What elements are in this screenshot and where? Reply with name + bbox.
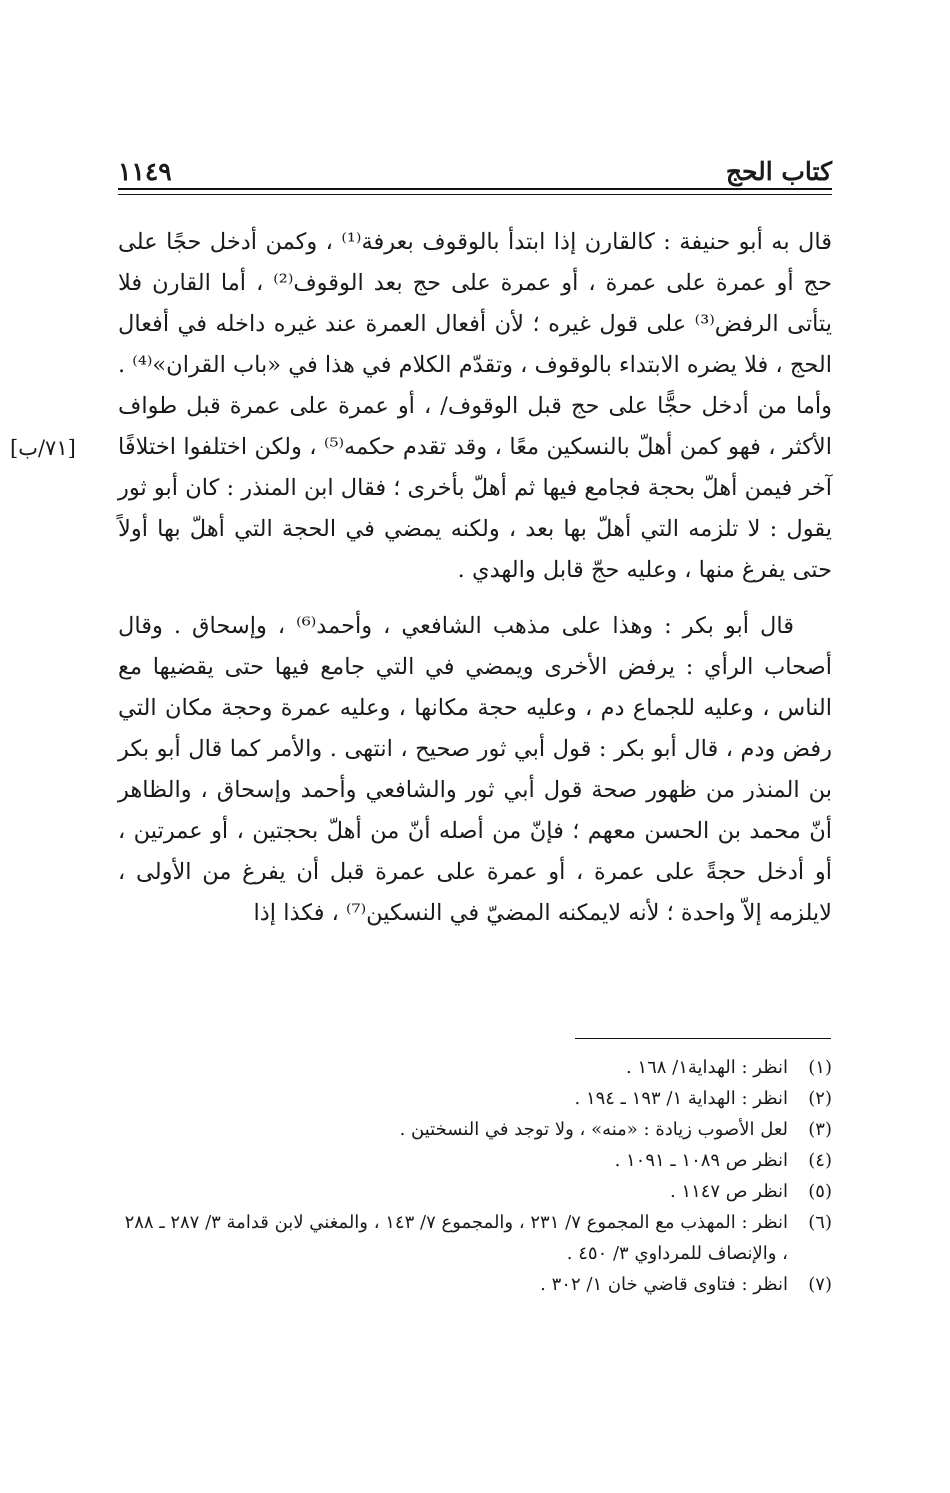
footnote-number: (٤) [808, 1150, 832, 1171]
footnote [118, 1207, 832, 1269]
footnote [118, 1269, 832, 1300]
footnotes [118, 1052, 832, 1300]
footnote-text: انظر : الهداية١/ ١٦٨ . [625, 1057, 788, 1078]
footnote-number: (٣) [808, 1119, 832, 1140]
footnote-number: (٦) [808, 1212, 832, 1233]
running-header [118, 146, 832, 186]
footnote-text: انظر ص ١٠٨٩ ـ ١٠٩١ . [614, 1150, 788, 1171]
footnote-separator [575, 1038, 831, 1039]
footnote-text: انظر : فتاوى قاضي خان ١/ ٣٠٢ . [540, 1274, 788, 1295]
footnote-text: انظر : المهذب مع المجموع ٧/ ٢٣١ ، والمجموع ٧/ ١٤٣ ، والمغني لابن قدامة ٣/ ٢٨٧ ـ ٢٨٨ ، والإنصاف للمرداوي ٣/ ٤٥٠ . [124, 1212, 788, 1264]
header-rule-thin [118, 194, 832, 195]
main-text [118, 222, 832, 934]
footnote [118, 1083, 832, 1114]
paragraph-2: قال أبو بكر : وهذا على مذهب الشافعي ، وأحمد⁽⁶⁾ ، وإسحاق . وقال أصحاب الرأي : يرفض الأخرى ويمضي في التي جامع فيها حتى يقضيها مع الناس ، وعليه للجماع دم ، وعليه حجة مكانها ، وعليه عمرة وحجة مكان التي رفض ودم ، قال أبو بكر : قول أبي ثور صحيح ، انتهى . والأمر كما قال أبو بكر بن المنذر من ظهور صحة قول أبي ثور والشافعي وأحمد وإسحاق ، والظاهر أنّ محمد بن الحسن معهم ؛ فإنّ من أصله أنّ من أهلّ بحجتين ، أو عمرتين ، أو أدخل حجةً على عمرة ، أو عمرة على عمرة قبل أن يفرغ من الأولى ، لايلزمه إلاّ واحدة ؛ لأنه لايمكنه المضيّ في النسكين⁽⁷⁾ ، فكذا إذا [118, 613, 832, 926]
footnote-text: انظر ص ١١٤٧ . [669, 1181, 788, 1202]
footnote [118, 1145, 832, 1176]
footnote-text: لعل الأصوب زيادة : «منه» ، ولا توجد في النسختين . [399, 1119, 788, 1140]
book-title: كتاب الحج [725, 157, 832, 186]
footnote-number: (٥) [808, 1181, 832, 1202]
page-number: ١١٤٩ [118, 157, 172, 186]
footnote-number: (٢) [808, 1088, 832, 1109]
footnote-number: (٧) [808, 1274, 832, 1295]
footnote [118, 1052, 832, 1083]
footnote [118, 1114, 832, 1145]
footnote-number: (١) [808, 1057, 832, 1078]
paragraph-1: قال به أبو حنيفة : كالقارن إذا ابتدأ بالوقوف بعرفة⁽¹⁾ ، وكمن أدخل حجًا على حج أو عمرة على عمرة ، أو عمرة على حج بعد الوقوف⁽²⁾ ، أما القارن فلا يتأتى الرفض⁽³⁾ على قول غيره ؛ لأن أفعال العمرة عند غيره داخله في أفعال الحج ، فلا يضره الابتداء بالوقوف ، وتقدّم الكلام في هذا في «باب القران»⁽⁴⁾ . وأما من أدخل حجًّا على حج قبل الوقوف/ ، أو عمرة على عمرة قبل طواف الأكثر ، فهو كمن أهلّ بالنسكين معًا ، وقد تقدم حكمه⁽⁵⁾ ، ولكن اختلفوا اختلافًا آخر فيمن أهلّ بحجة فجامع فيها ثم أهلّ بأخرى ؛ فقال ابن المنذر : كان أبو ثور يقول : لا تلزمه التي أهلّ بها بعد ، ولكنه يمضي في الحجة التي أهلّ بها أولاً حتى يفرغ منها ، وعليه حجّ قابل والهدي . [118, 229, 832, 583]
header-rule-thick [118, 188, 832, 190]
footnote [118, 1176, 832, 1207]
manuscript-folio-reference: [٧١/ب] [10, 436, 76, 460]
footnote-text: انظر : الهداية ١/ ١٩٣ ـ ١٩٤ . [574, 1088, 788, 1109]
